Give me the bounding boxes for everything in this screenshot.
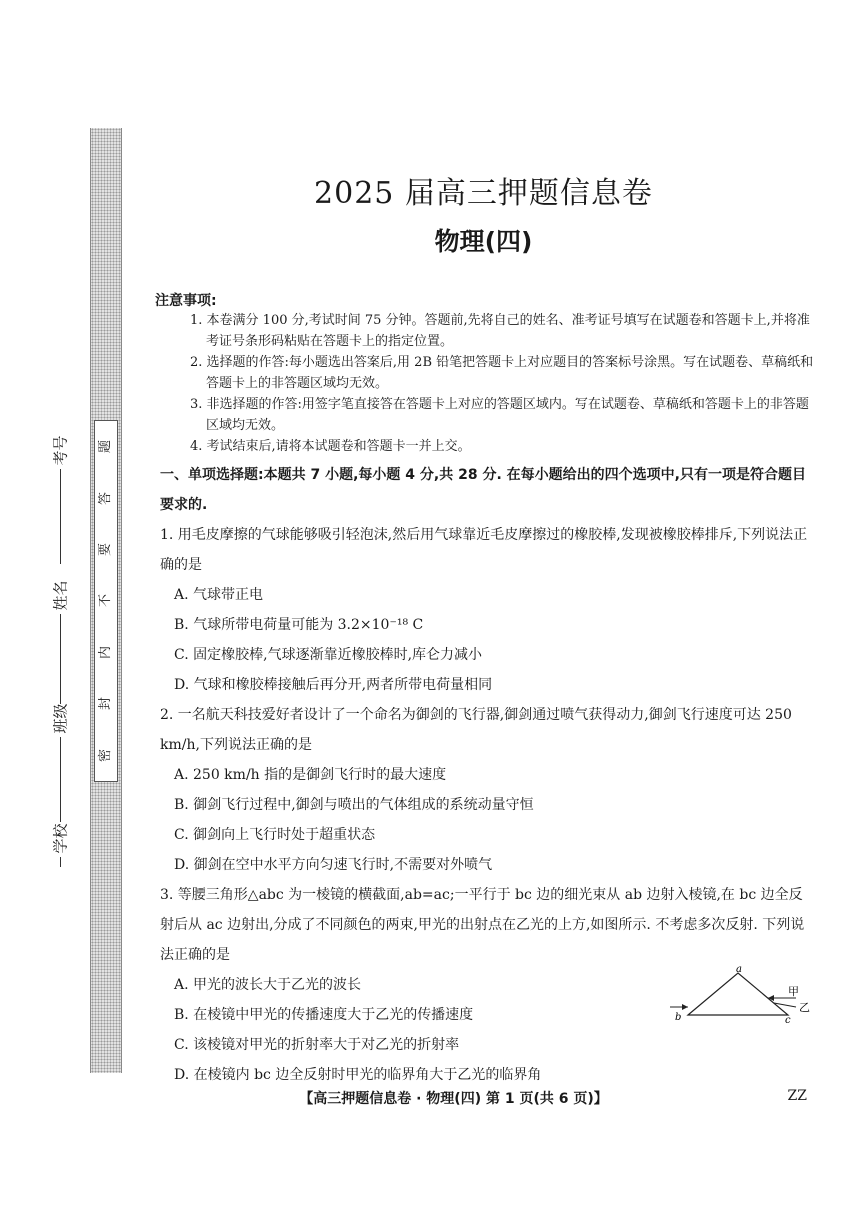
notice-item: 1. 本卷满分 100 分,考试时间 75 分钟。答题前,先将自己的姓名、准考证号填写在试题卷和答题卡上,并将准考证号条形码粘贴在答题卡上的指定位置。	[190, 313, 810, 349]
question-2	[160, 700, 815, 880]
option: A. 气球带正电	[174, 587, 264, 603]
field-class[interactable]: 班级	[40, 708, 80, 822]
field-name[interactable]: 姓名	[40, 585, 80, 704]
question-stem: 1. 用毛皮摩擦的气球能够吸引轻泡沫,然后用气球靠近毛皮摩擦过的橡胶棒,发现被橡胶棒排斥,下列说法正确的是	[160, 527, 808, 573]
exam-subtitle: 物理(四)	[434, 227, 533, 256]
notice-heading: 注意事项:	[155, 293, 217, 309]
option: C. 该棱镜对甲光的折射率大于对乙光的折射率	[174, 1037, 460, 1053]
vertex-a-label: a	[736, 965, 742, 975]
notice-item: 2. 选择题的作答:每小题选出答案后,用 2B 铅笔把答题卡上对应题目的答案标号涂黑。写在试题卷、草稿纸和答题卡上的非答题区域均无效。	[190, 355, 814, 391]
prism-triangle	[688, 973, 788, 1015]
seal-line-notice	[94, 420, 118, 782]
seal-char: 密	[98, 748, 114, 762]
field-school[interactable]: 学校	[40, 828, 80, 867]
seal-char: 内	[98, 645, 114, 659]
option: D. 御剑在空中水平方向匀速飞行时,不需要对外喷气	[174, 857, 493, 873]
seal-char: 封	[98, 697, 114, 711]
question-stem: 2. 一名航天科技爱好者设计了一个命名为御剑的飞行器,御剑通过喷气获得动力,御剑飞行速度可达 250 km/h,下列说法正确的是	[160, 707, 792, 753]
notice-list	[190, 310, 815, 457]
seal-char: 不	[98, 594, 114, 608]
question-stem: 3. 等腰三角形△abc 为一棱镜的横截面,ab=ac;一平行于 bc 边的细光束从 ab 边射入棱镜,在 bc 边全反射后从 ac 边射出,分成了不同颜色的两束,甲光的出射点在乙光的上方,如图所示. 不考虑多次反射. 下列说法正确的是	[160, 887, 805, 963]
incident-arrow	[682, 1004, 688, 1010]
option: C. 固定橡胶棒,气球逐渐靠近橡胶棒时,库仑力减小	[174, 647, 483, 663]
seal-char: 题	[98, 440, 114, 454]
option: D. 气球和橡胶棒接触后再分开,两者所带电荷量相同	[174, 677, 493, 693]
option: C. 御剑向上飞行时处于超重状态	[174, 827, 376, 843]
question-1	[160, 520, 815, 700]
footer-code: ZZ	[787, 1088, 807, 1104]
vertex-c-label: c	[785, 1015, 791, 1025]
yi-label: 乙	[799, 1001, 810, 1014]
seal-char: 要	[98, 543, 114, 557]
option: A. 甲光的波长大于乙光的波长	[174, 977, 362, 993]
option: B. 气球所带电荷量可能为 3.2×10⁻¹⁸ C	[174, 617, 424, 633]
jia-label: 甲	[788, 985, 799, 998]
section-heading: 一、单项选择题:本题共 7 小题,每小题 4 分,共 28 分. 在每小题给出的四个选项中,只有一项是符合题目要求的.	[160, 467, 806, 513]
field-exam-number[interactable]: 考号	[40, 440, 80, 564]
exam-title: 2025 届高三押题信息卷	[314, 176, 653, 211]
option: D. 在棱镜内 bc 边全反射时甲光的临界角大于乙光的临界角	[174, 1067, 542, 1083]
page-footer: 【高三押题信息卷 · 物理(四) 第 1 页(共 6 页)】	[299, 1091, 608, 1107]
vertex-b-label: b	[675, 1012, 682, 1023]
option: B. 在棱镜中甲光的传播速度大于乙光的传播速度	[174, 1007, 474, 1023]
prism-diagram	[668, 965, 818, 1025]
option: A. 250 km/h 指的是御剑飞行时的最大速度	[174, 767, 447, 783]
notice-item: 4. 考试结束后,请将本试题卷和答题卡一并上交。	[190, 439, 471, 454]
option: B. 御剑飞行过程中,御剑与喷出的气体组成的系统动量守恒	[174, 797, 534, 813]
notice-item: 3. 非选择题的作答:用签字笔直接答在答题卡上对应的答题区域内。写在试题卷、草稿纸和答题卡上的非答题区域均无效。	[190, 397, 809, 433]
seal-char: 答	[98, 491, 114, 505]
